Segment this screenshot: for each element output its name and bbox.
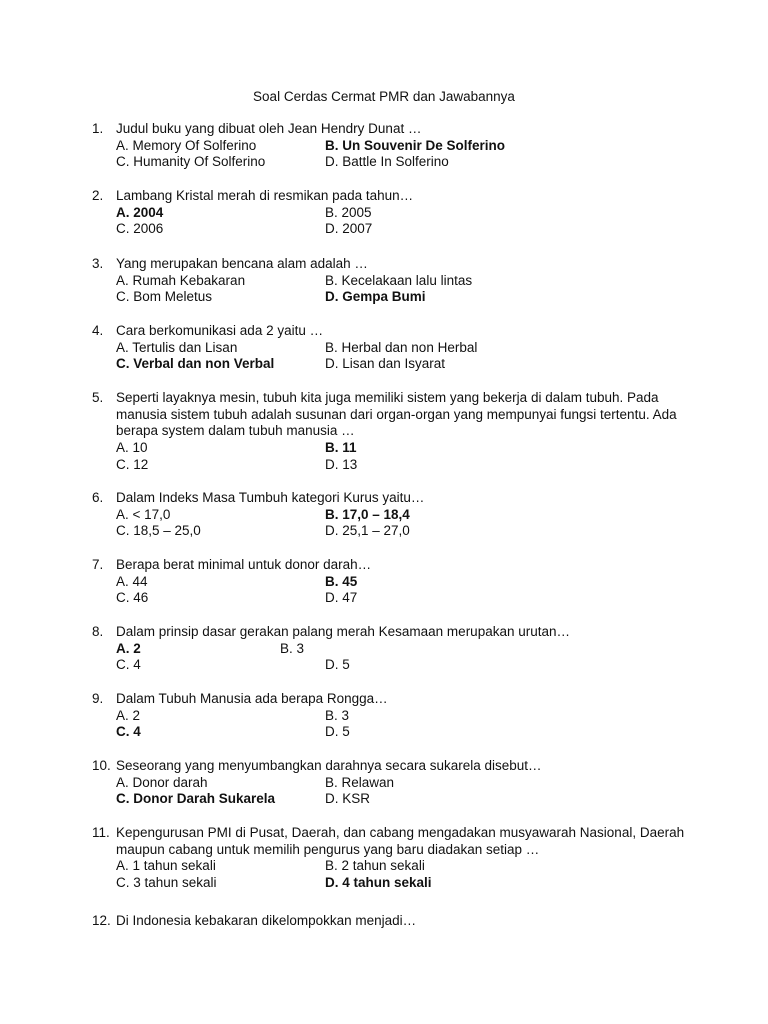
answer-option: A. 10	[116, 440, 148, 456]
question-number: 8.	[92, 624, 104, 639]
question-text: Dalam Indeks Masa Tumbuh kategori Kurus yaitu…	[116, 490, 425, 505]
correct-answer-option: D. 4 tahun sekali	[325, 875, 432, 891]
correct-answer-option: B. 17,0 – 18,4	[325, 506, 410, 522]
question-6	[92, 490, 702, 540]
question-number: 3.	[92, 256, 104, 271]
answer-option: D. KSR	[325, 791, 371, 807]
answer-option: B. 3	[325, 707, 350, 723]
question-number: 5.	[92, 390, 104, 405]
question-text: Di Indonesia kebakaran dikelompokkan menjadi…	[116, 913, 417, 928]
correct-answer-option: A. 2004	[116, 204, 164, 220]
question-text: Dalam prinsip dasar gerakan palang merah Kesamaan merupakan urutan…	[116, 624, 571, 639]
answer-option: A. Rumah Kebakaran	[116, 272, 246, 288]
answer-options	[116, 273, 702, 306]
answer-option: C. 2006	[116, 221, 164, 237]
correct-answer-option: C. Donor Darah Sukarela	[116, 791, 276, 807]
correct-answer-option: B. 45	[325, 573, 358, 589]
question-number: 12.	[92, 913, 111, 928]
answer-option: C. 46	[116, 590, 149, 606]
answer-option: C. 3 tahun sekali	[116, 875, 217, 891]
question-number: 4.	[92, 323, 104, 338]
page-title: Soal Cerdas Cermat PMR dan Jawabannya	[253, 89, 515, 104]
question-text: Berapa berat minimal untuk donor darah…	[116, 557, 372, 572]
answer-option: D. Lisan dan Isyarat	[325, 356, 446, 372]
question-number: 9.	[92, 691, 104, 706]
question-number: 7.	[92, 557, 104, 572]
correct-answer-option: A. 2	[116, 640, 141, 656]
question-number: 1.	[92, 121, 104, 136]
answer-options	[116, 708, 702, 741]
answer-options	[116, 574, 702, 607]
answer-option: A. Tertulis dan Lisan	[116, 339, 238, 355]
answer-option: D. 5	[325, 724, 350, 740]
answer-options	[116, 440, 702, 473]
question-text: Yang merupakan bencana alam adalah …	[116, 256, 368, 271]
question-text: Seperti layaknya mesin, tubuh kita juga memiliki sistem yang bekerja di dalam tubuh. Pada manusia sistem tubuh adalah susunan dari organ-organ yang mempunyai fungsi tertentu. Ada berapa system dalam tubuh manusia …	[116, 390, 677, 439]
question-3	[92, 256, 702, 306]
answer-option: D. 13	[325, 456, 358, 472]
question-9	[92, 691, 702, 741]
correct-answer-option: D. Gempa Bumi	[325, 289, 426, 305]
correct-answer-option: C. 4	[116, 724, 141, 740]
question-number: 2.	[92, 188, 104, 203]
question-10	[92, 758, 702, 808]
question-5	[92, 390, 702, 474]
correct-answer-option: B. Un Souvenir De Solferino	[325, 137, 506, 153]
answer-option: D. 5	[325, 657, 350, 673]
question-11	[92, 825, 702, 892]
question-text: Judul buku yang dibuat oleh Jean Hendry Dunat …	[116, 121, 422, 136]
answer-option: A. Memory Of Solferino	[116, 137, 257, 153]
answer-option: B. Relawan	[325, 774, 395, 790]
answer-option: C. Bom Meletus	[116, 289, 213, 305]
question-text: Lambang Kristal merah di resmikan pada tahun…	[116, 188, 414, 203]
answer-option: D. Battle In Solferino	[325, 154, 449, 170]
answer-option: B. Kecelakaan lalu lintas	[325, 272, 473, 288]
question-number: 11.	[92, 825, 110, 840]
question-4	[92, 323, 702, 373]
answer-options	[116, 858, 702, 891]
answer-option: A. 44	[116, 573, 148, 589]
correct-answer-option: C. Verbal dan non Verbal	[116, 356, 275, 372]
question-text: Kepengurusan PMI di Pusat, Daerah, dan cabang mengadakan musyawarah Nasional, Daerah maupun cabang untuk memilih pengurus yang baru diadakan setiap …	[116, 825, 685, 857]
answer-option: A. Donor darah	[116, 774, 208, 790]
question-1	[92, 121, 702, 171]
correct-answer-option: B. 11	[325, 440, 357, 456]
question-number: 10.	[92, 758, 111, 773]
answer-option: A. < 17,0	[116, 506, 171, 522]
question-12	[92, 913, 702, 930]
answer-options	[116, 641, 702, 674]
answer-option: A. 1 tahun sekali	[116, 858, 216, 874]
answer-option: C. 18,5 – 25,0	[116, 523, 201, 539]
answer-option: A. 2	[116, 707, 141, 723]
question-8	[92, 624, 702, 674]
answer-option: C. 4	[116, 657, 141, 673]
answer-option: B. Herbal dan non Herbal	[325, 339, 478, 355]
answer-options	[116, 205, 702, 238]
answer-option: B. 2005	[325, 204, 372, 220]
answer-options	[116, 138, 702, 171]
answer-option: C. Humanity Of Solferino	[116, 154, 266, 170]
question-number: 6.	[92, 490, 104, 505]
question-text: Cara berkomunikasi ada 2 yaitu …	[116, 323, 324, 338]
question-text: Seseorang yang menyumbangkan darahnya secara sukarela disebut…	[116, 758, 542, 773]
answer-option: D. 25,1 – 27,0	[325, 523, 410, 539]
answer-option: B. 3	[280, 640, 305, 656]
question-7	[92, 557, 702, 607]
question-2	[92, 188, 702, 238]
answer-options	[116, 775, 702, 808]
answer-options	[116, 340, 702, 373]
answer-option: D. 2007	[325, 221, 373, 237]
answer-option: C. 12	[116, 456, 149, 472]
answer-option: B. 2 tahun sekali	[325, 858, 425, 874]
question-text: Dalam Tubuh Manusia ada berapa Rongga…	[116, 691, 388, 706]
answer-options	[116, 507, 702, 540]
answer-option: D. 47	[325, 590, 358, 606]
